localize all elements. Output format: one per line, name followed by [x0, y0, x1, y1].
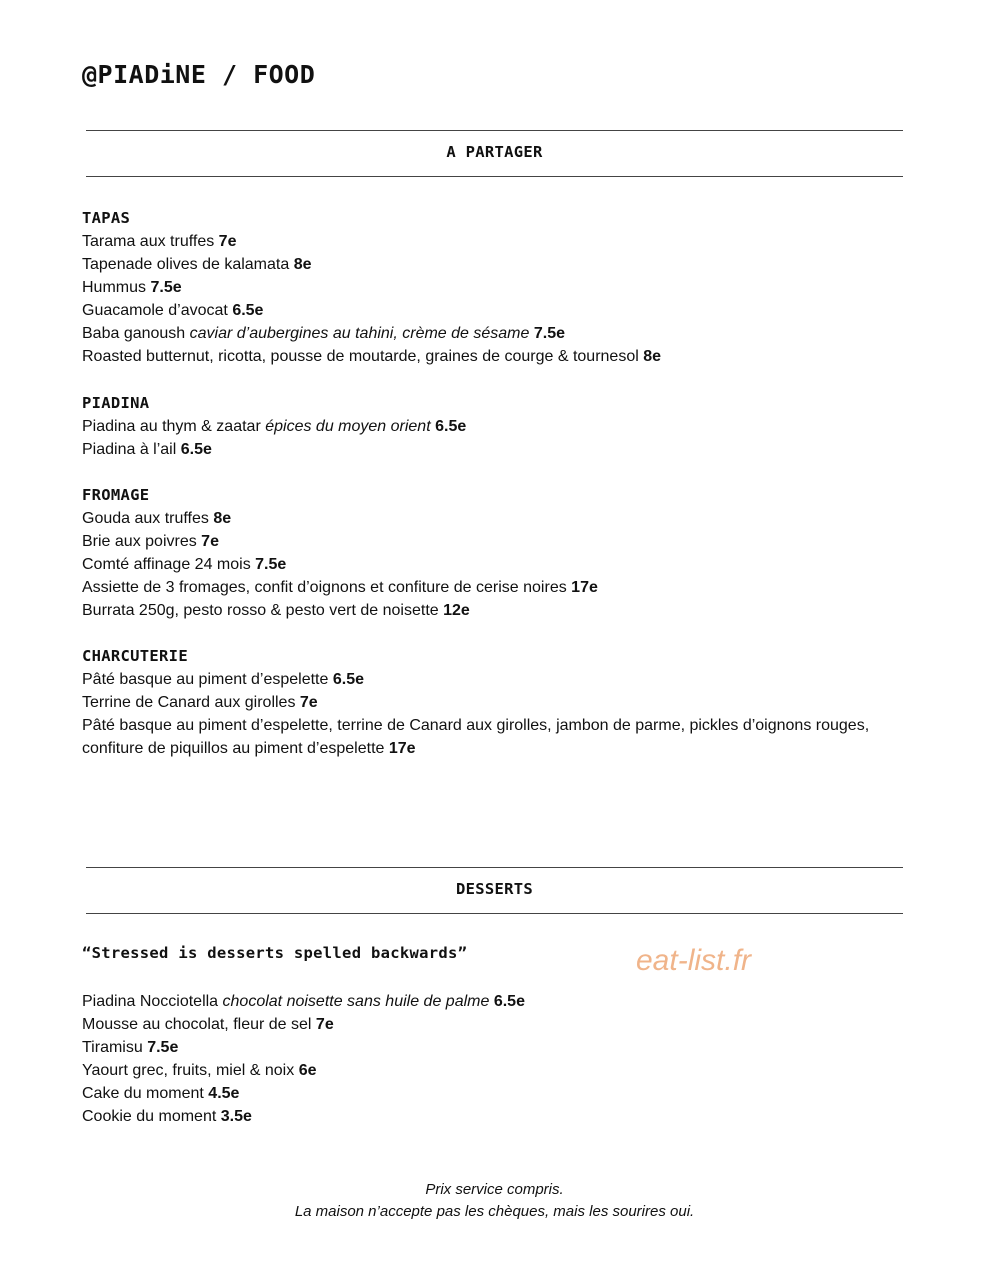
item-price: 17e — [571, 579, 598, 596]
item-price: 12e — [443, 602, 470, 619]
item-name: Pâté basque au piment d’espelette — [82, 671, 329, 688]
item-name: Gouda aux truffes — [82, 510, 209, 527]
category-charcuterie — [82, 645, 902, 760]
divider — [86, 913, 903, 914]
category-desserts — [82, 990, 902, 1128]
menu-item — [82, 253, 902, 276]
item-list — [82, 507, 902, 622]
menu-item — [82, 1013, 902, 1036]
item-list — [82, 990, 902, 1128]
item-name: Roasted butternut, ricotta, pousse de moutarde, graines de courge & tournesol — [82, 348, 639, 365]
menu-item — [82, 668, 902, 691]
menu-item — [82, 1082, 902, 1105]
menu-item — [82, 230, 902, 253]
footer — [0, 1179, 989, 1223]
item-price: 3.5e — [220, 1108, 252, 1125]
item-name: Pâté basque au piment d’espelette, terrine de Canard aux girolles, jambon de parme, pickles d’oignons rouges, confiture de piquillos au piment d’espelette — [82, 717, 870, 757]
item-price: 7.5e — [150, 279, 182, 296]
item-description: épices du moyen orient — [265, 418, 431, 435]
item-price: 6.5e — [493, 993, 525, 1010]
item-name: Mousse au chocolat, fleur de sel — [82, 1016, 312, 1033]
category-title: FROMAGE — [82, 486, 150, 504]
item-name: Tiramisu — [82, 1039, 143, 1056]
item-name: Assiette de 3 fromages, confit d’oignons et confiture de cerise noires — [82, 579, 567, 596]
section-header-partager — [86, 130, 903, 177]
item-price: 8e — [293, 256, 312, 273]
item-price: 8e — [643, 348, 662, 365]
item-name: Yaourt grec, fruits, miel & noix — [82, 1062, 295, 1079]
item-name: Piadina Nocciotella — [82, 993, 219, 1010]
menu-item — [82, 507, 902, 530]
category-title: PIADINA — [82, 394, 150, 412]
menu-item — [82, 415, 902, 438]
item-name: Terrine de Canard aux girolles — [82, 694, 296, 711]
item-name: Burrata 250g, pesto rosso & pesto vert de noisette — [82, 602, 439, 619]
menu-item — [82, 322, 902, 345]
category-title: CHARCUTERIE — [82, 647, 188, 665]
section-title: DESSERTS — [455, 880, 534, 898]
menu-item — [82, 1059, 902, 1082]
menu-item — [82, 530, 902, 553]
menu-item — [82, 1105, 902, 1128]
item-description: chocolat noisette sans huile de palme — [222, 993, 490, 1010]
item-price: 17e — [388, 740, 416, 757]
menu-item — [82, 990, 902, 1013]
item-list — [82, 668, 902, 760]
category-title: TAPAS — [82, 209, 131, 227]
item-name: Cake du moment — [82, 1085, 204, 1102]
item-list — [82, 230, 902, 368]
item-price: 7e — [299, 694, 318, 711]
desserts-quote: “Stressed is desserts spelled backwards” — [82, 944, 468, 962]
item-price: 7e — [201, 533, 219, 550]
item-price: 6.5e — [180, 441, 212, 458]
item-price: 7.5e — [533, 325, 565, 342]
section-title: A PARTAGER — [446, 143, 543, 161]
menu-item — [82, 599, 902, 622]
menu-item — [82, 691, 902, 714]
item-price: 8e — [213, 510, 232, 527]
menu-item — [82, 576, 902, 599]
item-price: 6.5e — [332, 671, 364, 688]
item-name: Tarama aux truffes — [82, 233, 215, 250]
item-description: caviar d’aubergines au tahini, crème de sésame — [189, 325, 530, 342]
footer-line: La maison n’accepte pas les chèques, mais les sourires oui. — [294, 1203, 695, 1220]
category-tapas — [82, 207, 902, 368]
watermark: eat-list.fr — [636, 944, 752, 977]
item-name: Tapenade olives de kalamata — [82, 256, 290, 273]
item-price: 6e — [298, 1062, 317, 1079]
item-price: 7e — [315, 1016, 334, 1033]
menu-item — [82, 299, 902, 322]
item-name: Hummus — [82, 279, 147, 296]
item-name: Piadina au thym & zaatar — [82, 418, 261, 435]
item-name: Brie aux poivres — [82, 533, 197, 550]
item-name: Piadina à l’ail — [82, 441, 177, 458]
category-fromage — [82, 484, 902, 622]
menu-item — [82, 276, 902, 299]
menu-item — [82, 714, 902, 760]
menu-item — [82, 553, 902, 576]
item-price: 6.5e — [232, 302, 264, 319]
page-title: @PIADiNE / FOOD — [82, 60, 316, 89]
menu-item — [82, 345, 902, 368]
divider — [86, 176, 903, 177]
item-price: 7.5e — [147, 1039, 179, 1056]
menu-item — [82, 1036, 902, 1059]
item-price: 4.5e — [208, 1085, 240, 1102]
item-name: Cookie du moment — [82, 1108, 217, 1125]
item-price: 6.5e — [435, 418, 467, 435]
item-price: 7.5e — [255, 556, 287, 573]
menu-item — [82, 438, 902, 461]
footer-line: Prix service compris. — [425, 1181, 564, 1198]
item-name: Guacamole d’avocat — [82, 302, 228, 319]
item-list — [82, 415, 902, 461]
item-price: 7e — [218, 233, 237, 250]
category-piadina — [82, 392, 902, 461]
item-name: Baba ganoush — [82, 325, 186, 342]
section-header-desserts — [86, 867, 903, 914]
item-name: Comté affinage 24 mois — [82, 556, 251, 573]
